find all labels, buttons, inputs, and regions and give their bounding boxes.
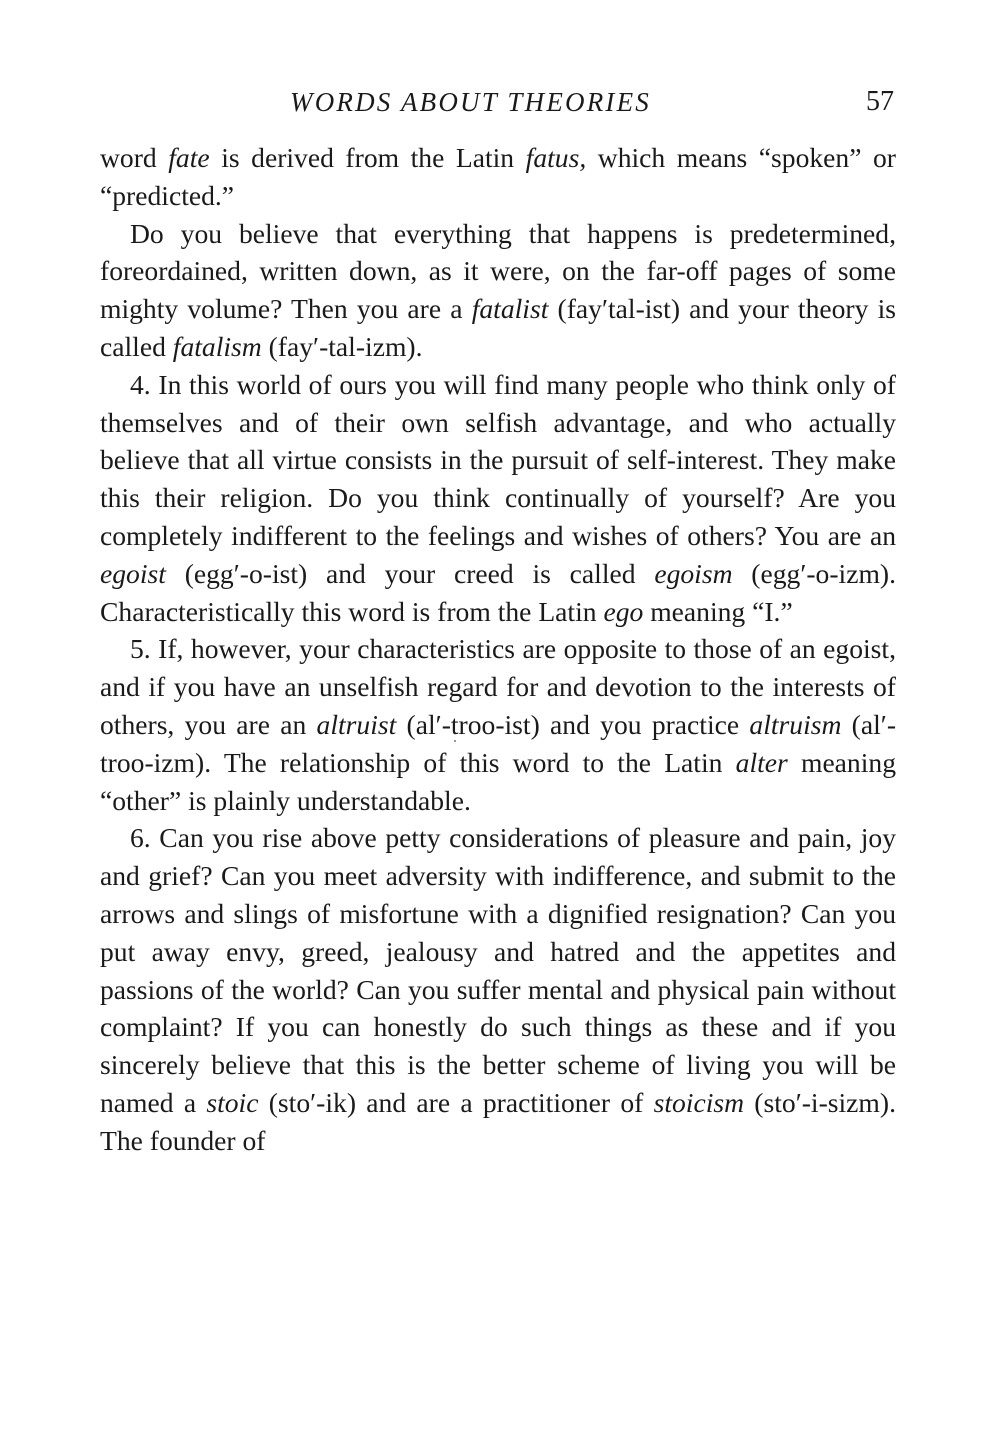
text-run: (al′-troo-izm). The relationship of this word to the Latin [100,708,897,778]
text-run: (fay′tal-ist) and your theory is called [100,293,896,362]
text-run: (fay′-tal-izm). [261,330,423,362]
print-speck [454,740,456,742]
italic-term: stoic [206,1086,259,1118]
italic-term: egoist [100,557,166,589]
italic-term: altruism [749,708,842,740]
text-run: (egg′-o-izm). Characteristically this word is from the Latin [100,557,897,627]
paragraph-egoism [100,366,896,631]
text-run: (egg′-o-ist) and your creed is called [165,557,655,589]
body-text [100,139,896,1160]
paragraph-stoicism [100,819,896,1159]
text-run: meaning “other” is plainly understandable. [100,746,896,816]
text-run: (al′-troo-ist) and you practice [396,708,750,740]
italic-term: alter [735,746,788,778]
text-run: 6. Can you rise above petty considerations of pleasure and pain, joy and grief? Can you meet adversity with indifference, and submit to the arrows and slings of misfortune with a dignified resignation? Can you put away envy, greed, jealousy and hatred and the appetites and passions of the world? Can you suffer mental and physical pain without complaint? If you can honestly do such things as these and if you sincerely believe that this is the better scheme of living you will be named a [100,822,896,1118]
text-run: 4. In this world of ours you will find many people who think only of themselves and of their own selfish advantage, and who actually believe that all virtue consists in the pursuit of self-interest. They make this their religion. Do you think continually of yourself? Are you completely indifferent to the feelings and wishes of others? You are an [100,368,896,551]
italic-term: egoism [654,557,733,589]
italic-term: altruist [316,708,397,740]
text-run: which means “spoken” or “predicted.” [100,142,896,211]
text-run: is derived from the Latin [209,142,526,173]
text-run: (sto′-ik) and are a practitioner of [258,1086,654,1118]
paragraph-fatalism [100,215,896,366]
paragraph-continuation [100,139,896,215]
page-number: 57 [866,86,894,117]
running-head: WORDS ABOUT THEORIES [290,87,651,117]
italic-term: stoicism [653,1086,745,1118]
italic-term: fatalism [172,330,262,362]
italic-term: fate [168,142,210,173]
text-run: 5. If, however, your characteristics are opposite to those of an egoist, and if you have an unselfish regard for and devotion to the interests of others, you are an [100,633,896,740]
text-run: (sto′-i-sizm). The founder of [100,1086,896,1156]
italic-term: ego [603,595,644,627]
italic-term: fatus, [525,142,587,173]
text-run: word [100,142,169,173]
italic-term: fatalist [471,293,549,325]
paragraph-altruism [100,630,896,819]
text-run: Do you believe that everything that happens is predetermined, foreordained, written down, as it were, on the far-off pages of some mighty volume? Then you are a [100,217,896,325]
text-run: meaning “I.” [643,595,793,627]
